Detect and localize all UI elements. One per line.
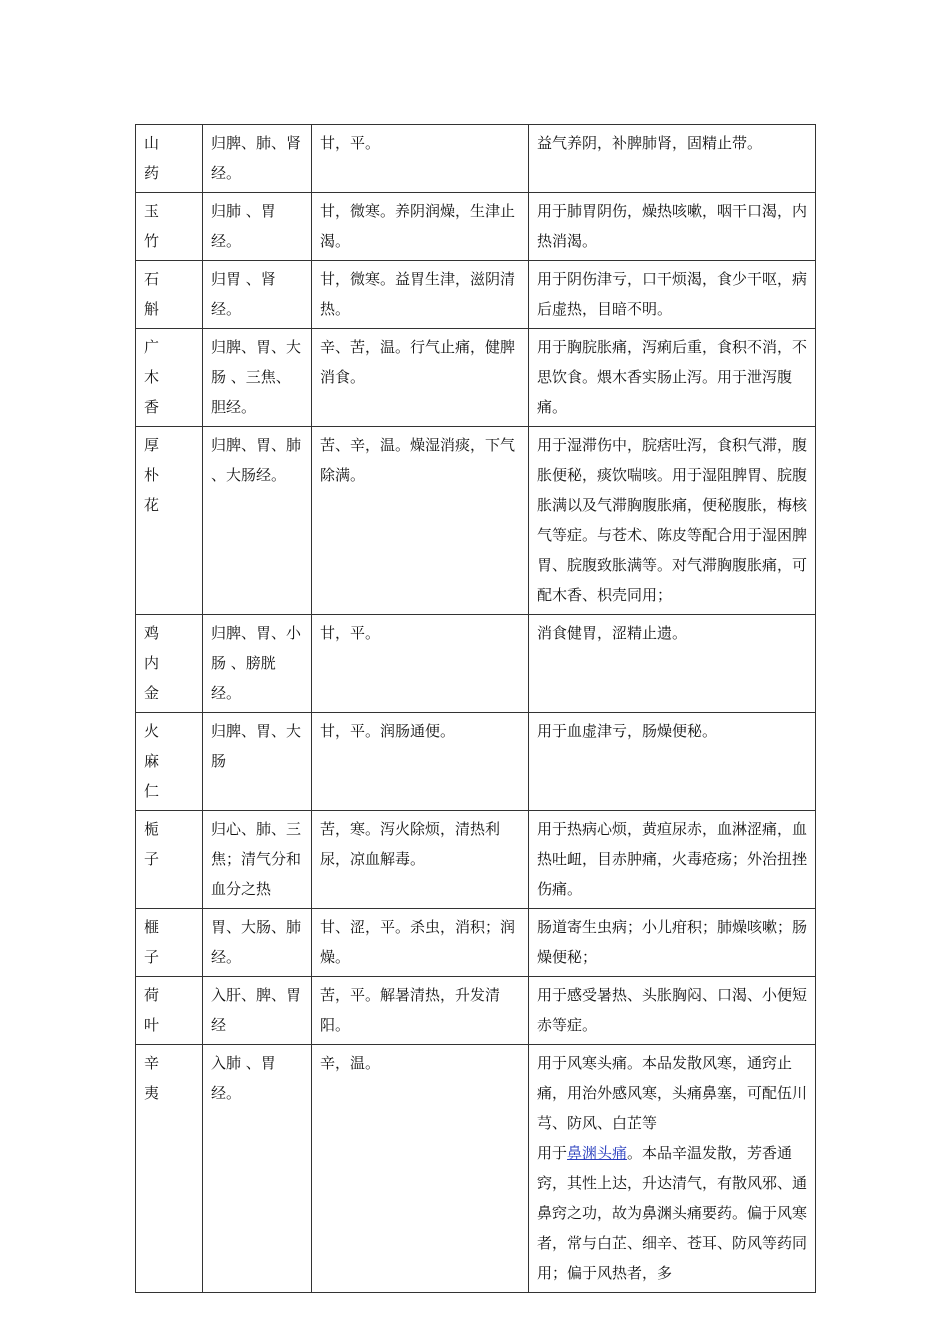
herb-name-char: 木 (144, 368, 160, 386)
herb-name (144, 128, 194, 188)
herb-name (144, 618, 194, 708)
herb-property: 辛、苦，温。行气止痛，健脾消食。 (312, 329, 529, 427)
herb-name-char: 朴 (144, 466, 160, 484)
table-row (136, 713, 816, 811)
herb-property: 苦，寒。泻火除烦，清热利尿，凉血解毒。 (312, 811, 529, 909)
herb-name-char: 子 (144, 850, 160, 868)
biyuan-headache-link[interactable]: 鼻渊头痛 (567, 1144, 628, 1162)
herb-name-cell (136, 811, 203, 909)
herb-usage: 益气养阴，补脾肺肾，固精止带。 (529, 125, 816, 193)
herb-usage-paragraph (537, 1138, 807, 1288)
herb-name-char: 榧 (144, 918, 160, 936)
herb-property: 甘，平。润肠通便。 (312, 713, 529, 811)
herb-usage: 用于胸脘胀痛，泻痢后重，食积不消，不思饮食。煨木香实肠止泻。用于泄泻腹痛。 (529, 329, 816, 427)
herb-usage: 消食健胃，涩精止遗。 (529, 615, 816, 713)
herb-meridian: 入肺 、胃经。 (203, 1045, 312, 1293)
herb-name-char: 石 (144, 270, 160, 288)
herb-name-char: 鸡 (144, 624, 160, 642)
herb-property: 辛，温。 (312, 1045, 529, 1293)
herb-name-cell (136, 1045, 203, 1293)
herb-name-char: 仁 (144, 782, 160, 800)
herb-name-cell (136, 713, 203, 811)
herb-meridian: 归脾、胃、小肠 、膀胱经。 (203, 615, 312, 713)
table-row (136, 261, 816, 329)
herb-name-cell (136, 193, 203, 261)
herb-name-char: 金 (144, 684, 160, 702)
herb-name (144, 716, 194, 806)
herb-name-char: 竹 (144, 232, 160, 250)
herb-property: 甘，微寒。养阴润燥，生津止渴。 (312, 193, 529, 261)
herb-meridian: 归脾、胃、大肠 (203, 713, 312, 811)
herb-property: 苦，平。解暑清热，升发清阳。 (312, 977, 529, 1045)
herb-name-cell (136, 329, 203, 427)
herb-name-cell (136, 615, 203, 713)
herb-meridian: 归肺 、胃经。 (203, 193, 312, 261)
usage-rest: 。本品辛温发散，芳香通窍，其性上达，升达清气，有散风邪、通鼻窍之功，故为鼻渊头痛要药。偏于风寒者，常与白芷、细辛、苍耳、防风等药同用；偏于风热者，多 (537, 1144, 808, 1282)
herb-name-char: 花 (144, 496, 160, 514)
table-row (136, 427, 816, 615)
table-row (136, 193, 816, 261)
herb-usage: 用于湿滞伤中，脘痞吐泻，食积气滞，腹胀便秘，痰饮喘咳。用于湿阻脾胃、脘腹胀满以及气滞胸腹胀痛，便秘腹胀，梅核气等症。与苍术、陈皮等配合用于湿困脾胃、脘腹致胀满等。对气滞胸腹胀痛，可配木香、枳壳同用； (529, 427, 816, 615)
herb-property: 苦、辛，温。燥湿消痰，下气除满。 (312, 427, 529, 615)
herb-usage: 用于血虚津亏，肠燥便秘。 (529, 713, 816, 811)
herb-name-char: 广 (144, 338, 160, 356)
herb-meridian: 归脾、胃、肺 、大肠经。 (203, 427, 312, 615)
herb-name-char: 斛 (144, 300, 160, 318)
herb-usage: 用于热病心烦，黄疸尿赤，血淋涩痛，血热吐衄，目赤肿痛，火毒疮疡；外治扭挫伤痛。 (529, 811, 816, 909)
herb-table-last (136, 1045, 816, 1293)
table-row (136, 977, 816, 1045)
herb-name-char: 叶 (144, 1016, 160, 1034)
herb-name-char: 玉 (144, 202, 160, 220)
herb-name-cell (136, 977, 203, 1045)
herb-usage: 肠道寄生虫病；小儿疳积；肺燥咳嗽；肠燥便秘； (529, 909, 816, 977)
herb-name-cell (136, 125, 203, 193)
herb-property: 甘，微寒。益胃生津，滋阴清热。 (312, 261, 529, 329)
herb-name-char: 厚 (144, 436, 160, 454)
herb-name (144, 430, 194, 520)
herb-meridian: 入肝、脾、胃经 (203, 977, 312, 1045)
table-row (136, 329, 816, 427)
herb-usage-paragraph: 用于风寒头痛。本品发散风寒，通窍止痛，用治外感风寒，头痛鼻塞，可配伍川芎、防风、白芷等 (537, 1054, 808, 1132)
herb-name (144, 980, 194, 1040)
herb-name (144, 912, 194, 972)
herb-name-char: 药 (144, 164, 160, 182)
herb-property: 甘、涩，平。杀虫，消积；润燥。 (312, 909, 529, 977)
herb-name-char: 山 (144, 134, 160, 152)
herb-name (144, 196, 194, 256)
herb-meridian: 归脾、胃、大肠 、三焦、胆经。 (203, 329, 312, 427)
herb-name-char: 荷 (144, 986, 160, 1004)
herb-property: 甘，平。 (312, 125, 529, 193)
herb-meridian: 归胃 、肾经。 (203, 261, 312, 329)
herb-usage: 用于肺胃阴伤，燥热咳嗽，咽干口渴，内热消渴。 (529, 193, 816, 261)
herb-meridian: 归脾、肺、肾经。 (203, 125, 312, 193)
herb-name-cell (136, 261, 203, 329)
herb-name-char: 栀 (144, 820, 160, 838)
herb-usage: 用于感受暑热、头胀胸闷、口渴、小便短赤等症。 (529, 977, 816, 1045)
herb-name-char: 辛 (144, 1054, 160, 1072)
herb-meridian: 胃、大肠、肺经。 (203, 909, 312, 977)
herb-name (144, 332, 194, 422)
table-row (136, 909, 816, 977)
herb-name-char: 子 (144, 948, 160, 966)
table-row (136, 811, 816, 909)
herb-name-cell (136, 427, 203, 615)
herb-table (135, 124, 816, 1293)
herb-property: 甘，平。 (312, 615, 529, 713)
herb-name-char: 麻 (144, 752, 160, 770)
herb-name-char: 内 (144, 654, 160, 672)
herb-name (144, 814, 194, 874)
herb-usage: 用于阴伤津亏，口干烦渴，食少干呕，病后虚热，目暗不明。 (529, 261, 816, 329)
herb-meridian: 归心、肺、三焦；清气分和血分之热 (203, 811, 312, 909)
usage-prefix: 用于 (537, 1144, 568, 1162)
herb-table-body (136, 125, 816, 1045)
herb-name-char: 夷 (144, 1084, 160, 1102)
table-row (136, 125, 816, 193)
herb-name-char: 香 (144, 398, 160, 416)
table-row (136, 1045, 816, 1293)
table-row (136, 615, 816, 713)
herb-usage (529, 1045, 816, 1293)
herb-name (144, 1048, 194, 1108)
herb-name-cell (136, 909, 203, 977)
herb-name-char: 火 (144, 722, 160, 740)
herb-name (144, 264, 194, 324)
